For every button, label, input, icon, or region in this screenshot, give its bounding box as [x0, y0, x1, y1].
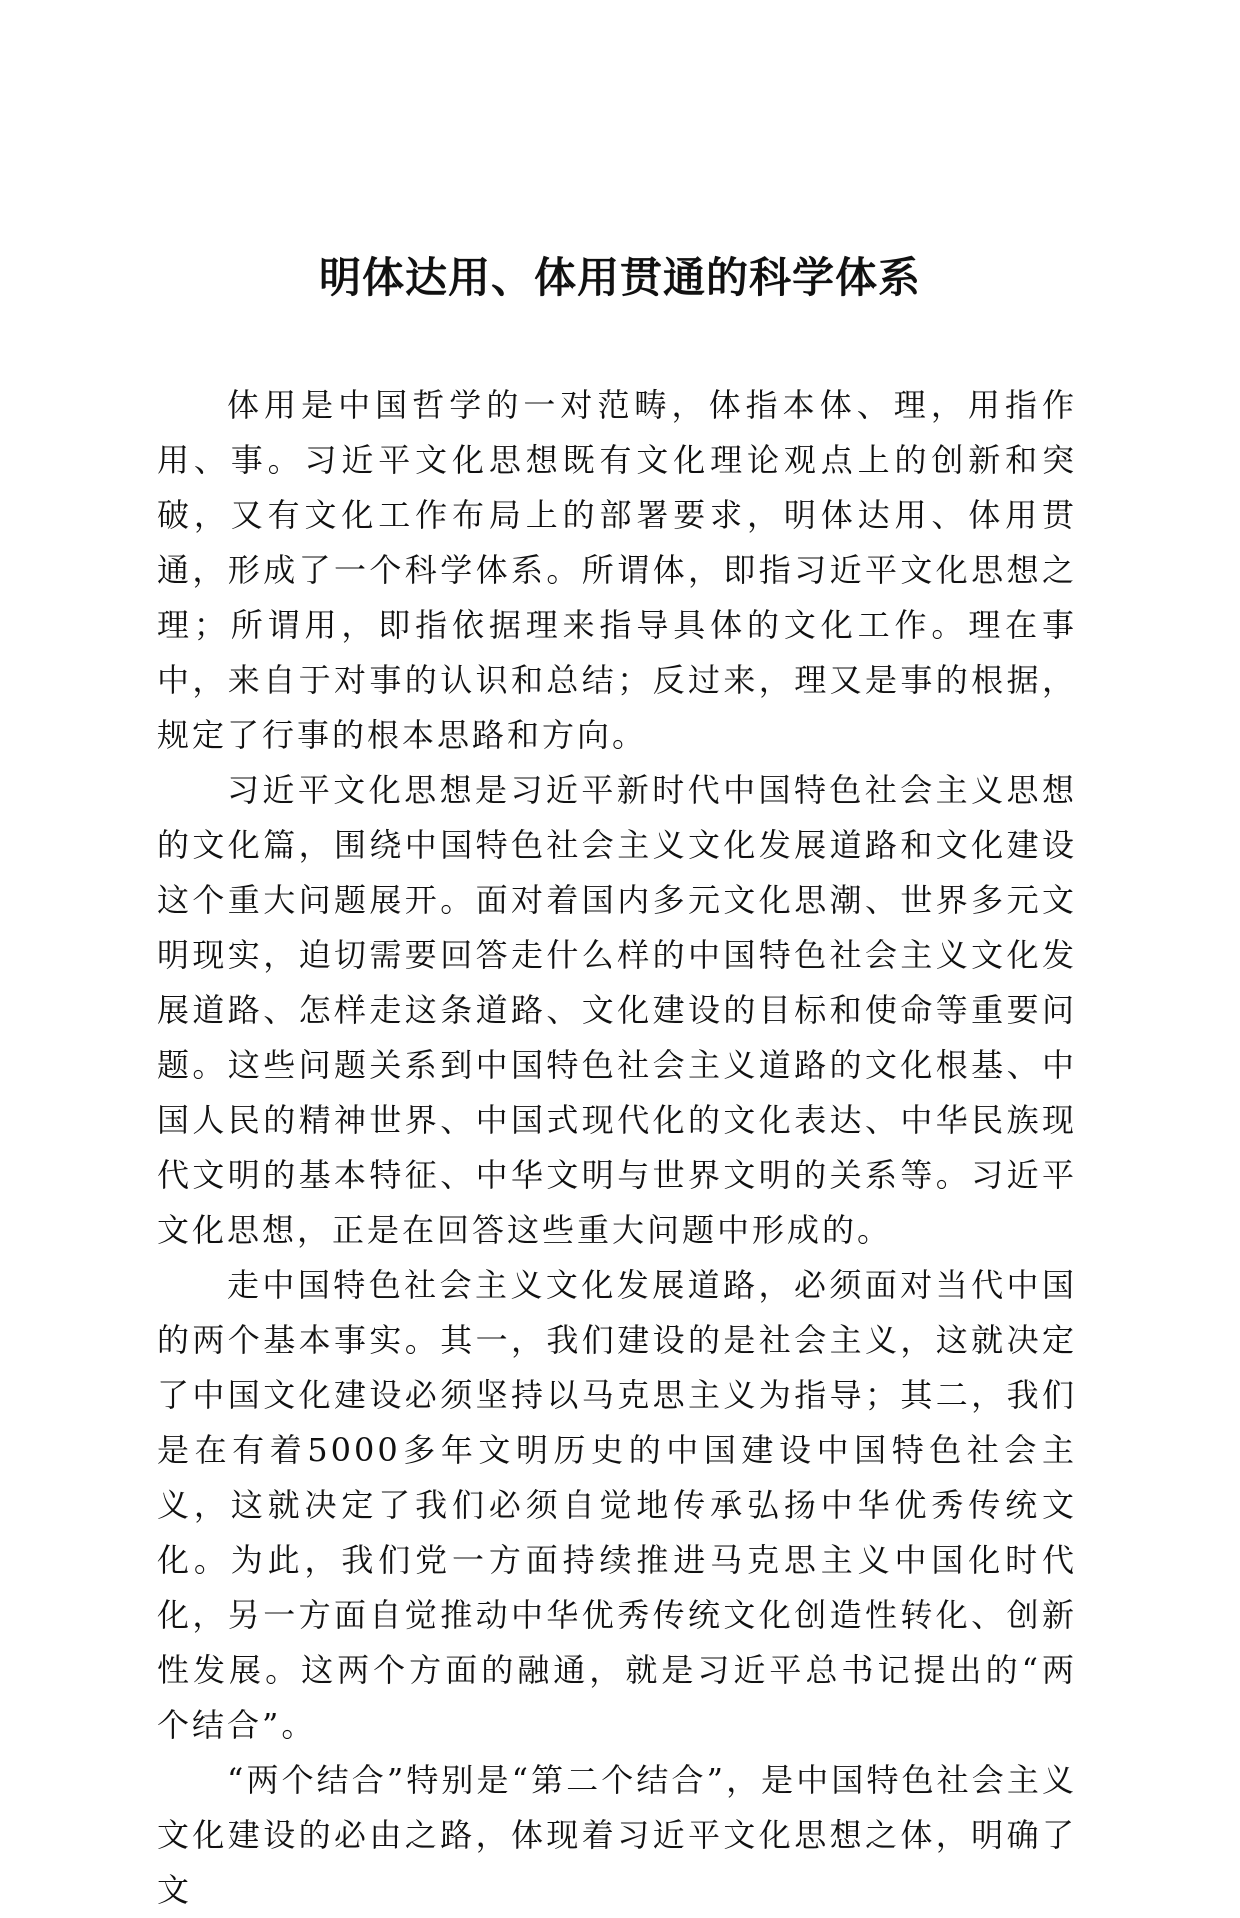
paragraph-4: “两个结合”特别是“第二个结合”，是中国特色社会主义文化建设的必由之路，体现着习近平文化思想之体，明确了文	[157, 1761, 1077, 1909]
paragraph-2: 习近平文化思想是习近平新时代中国特色社会主义思想的文化篇，围绕中国特色社会主义文化发展道路和文化建设这个重大问题展开。面对着国内多元文化思潮、世界多元文明现实，迫切需要回答走什么样的中国特色社会主义文化发展道路、怎样走这条道路、文化建设的目标和使命等重要问题。这些问题关系到中国特色社会主义道路的文化根基、中国人民的精神世界、中国式现代化的文化表达、中华民族现代文明的基本特征、中华文明与世界文明的关系等。习近平文化思想，正是在回答这些重大问题中形成的。	[157, 771, 1077, 1249]
paragraph-1: 体用是中国哲学的一对范畴，体指本体、理，用指作用、事。习近平文化思想既有文化理论观点上的创新和突破，又有文化工作布局上的部署要求，明体达用、体用贯通，形成了一个科学体系。所谓体，即指习近平文化思想之理；所谓用，即指依据理来指导具体的文化工作。理在事中，来自于对事的认识和总结；反过来，理又是事的根据，规定了行事的根本思路和方向。	[157, 386, 1077, 754]
document-body	[157, 378, 1077, 1918]
document-title: 明体达用、体用贯通的科学体系	[318, 253, 921, 302]
paragraph-3: 走中国特色社会主义文化发展道路，必须面对当代中国的两个基本事实。其一，我们建设的是社会主义，这就决定了中国文化建设必须坚持以马克思主义为指导；其二，我们是在有着5000多年文明历史的中国建设中国特色社会主义，这就决定了我们必须自觉地传承弘扬中华优秀传统文化。为此，我们党一方面持续推进马克思主义中国化时代化，另一方面自觉推动中华优秀传统文化创造性转化、创新性发展。这两个方面的融通，就是习近平总书记提出的“两个结合”。	[157, 1266, 1077, 1744]
